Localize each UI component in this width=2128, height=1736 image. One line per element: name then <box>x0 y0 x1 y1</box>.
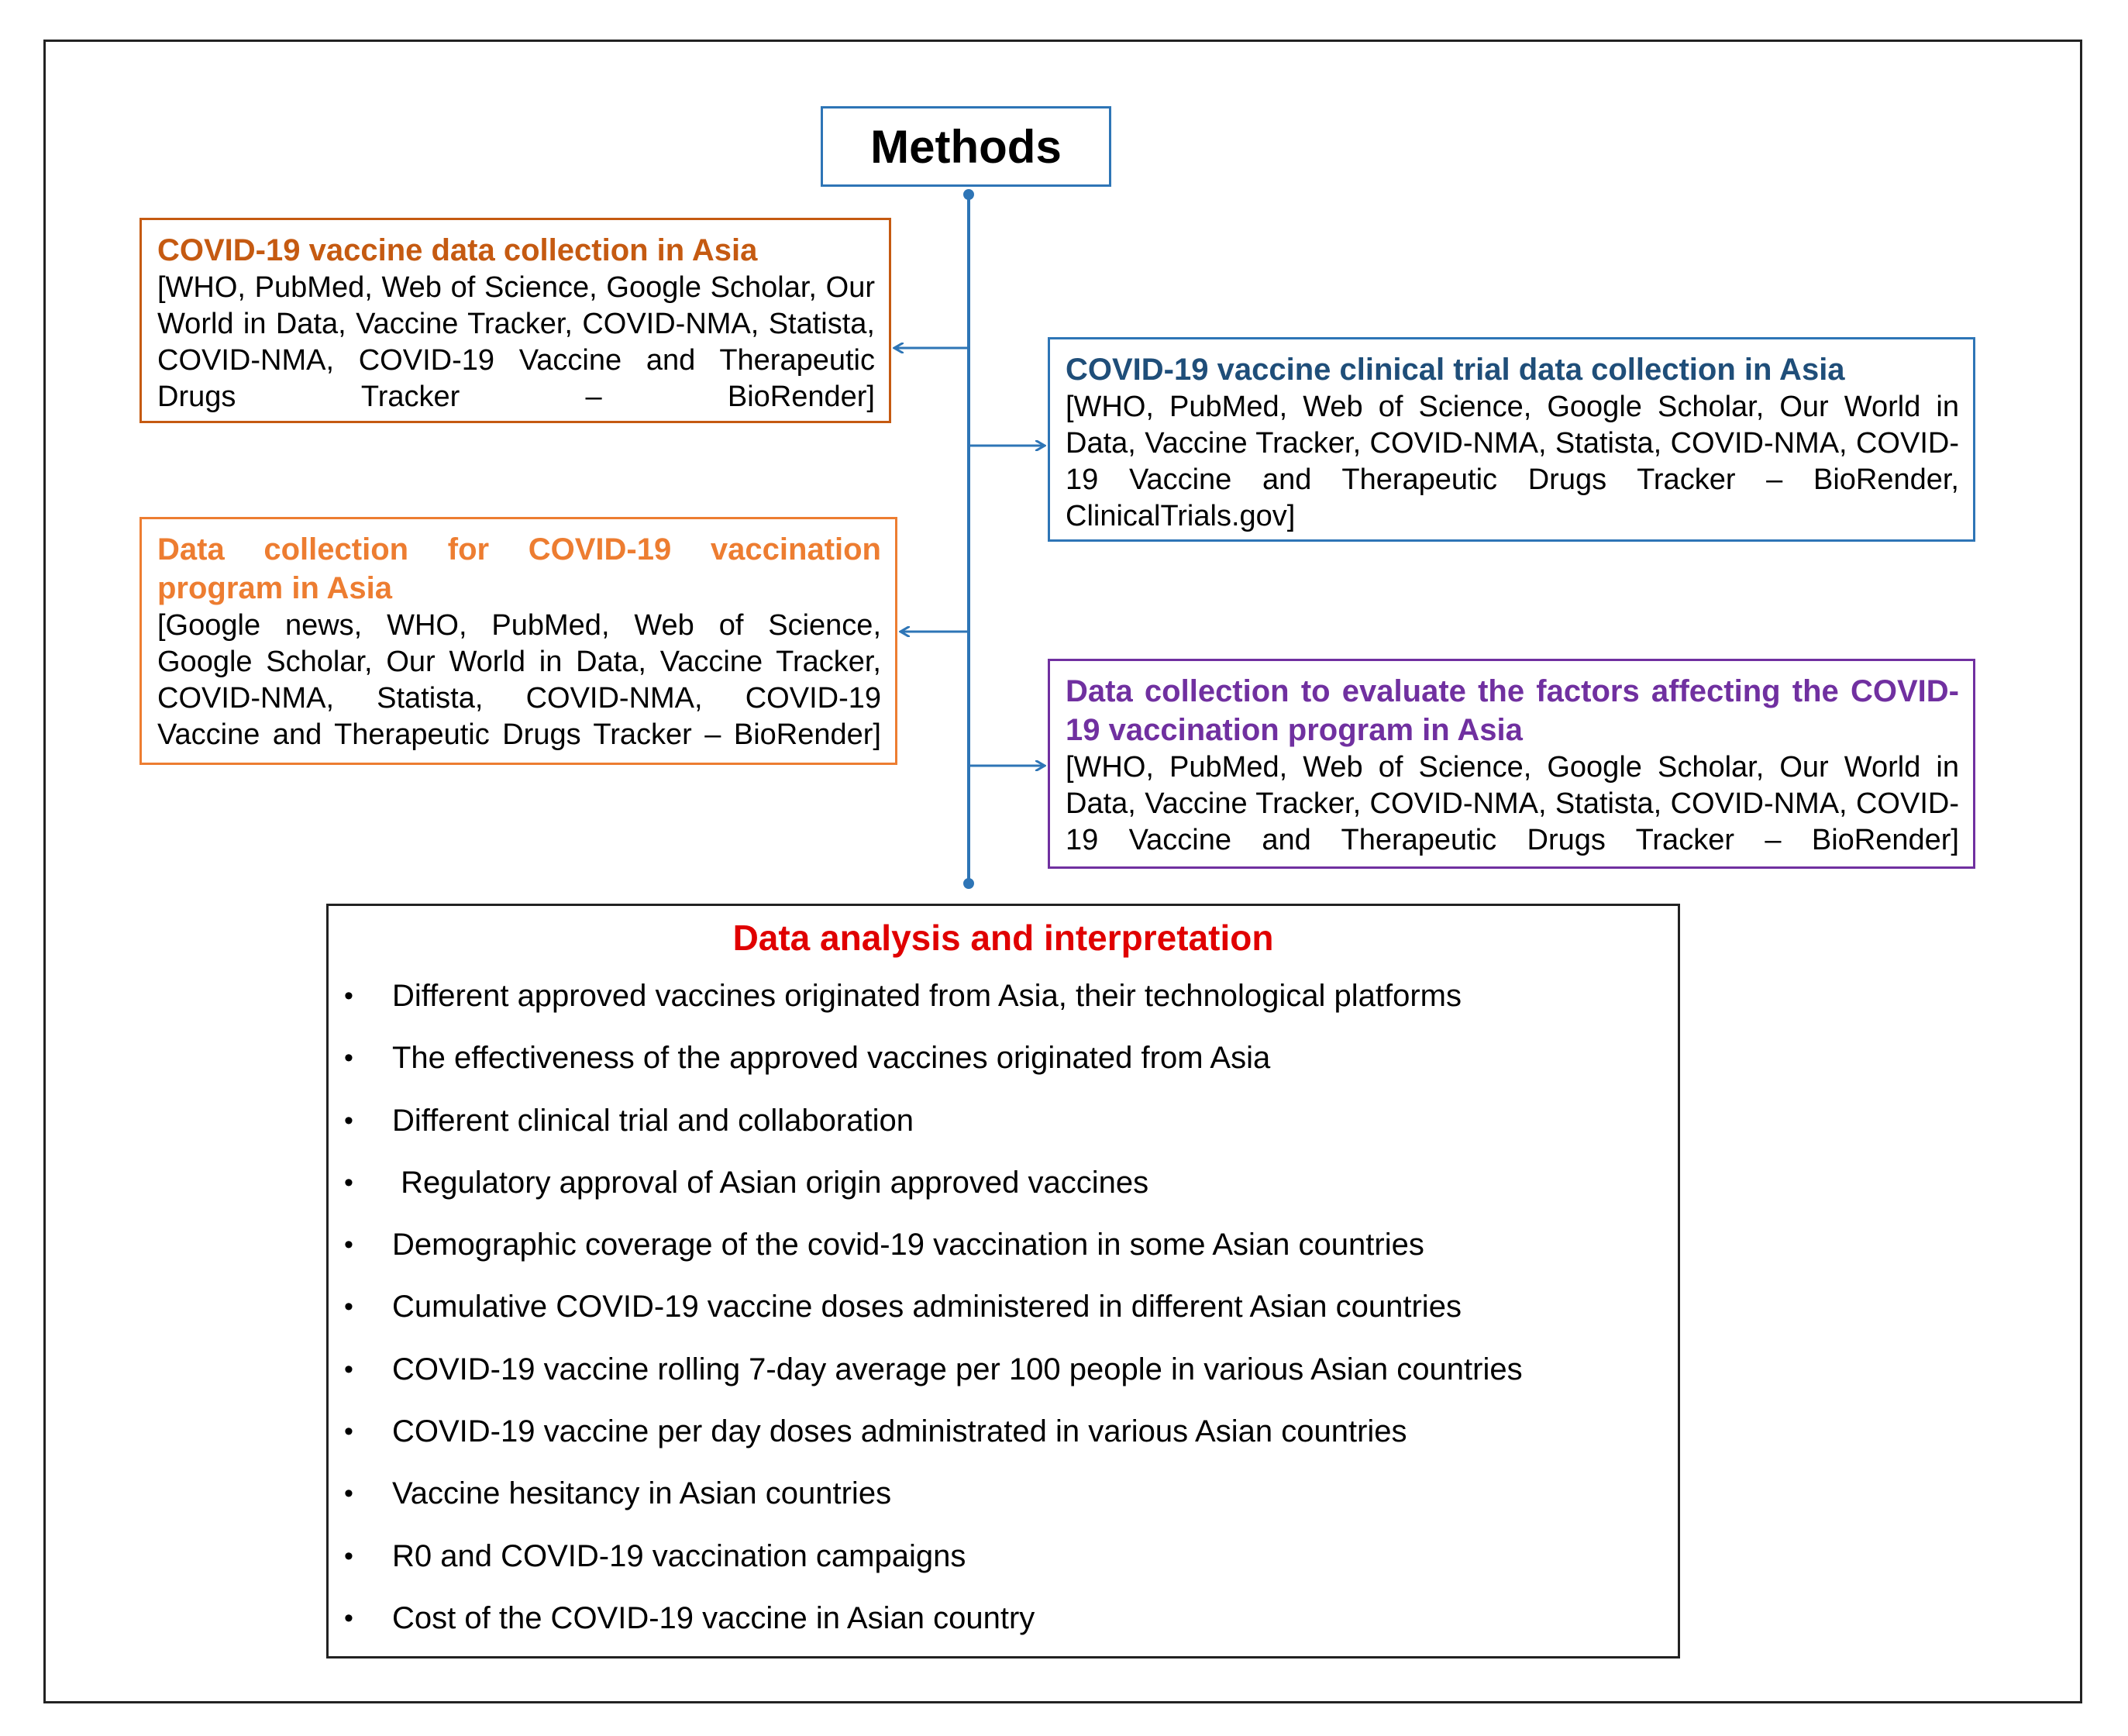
list-item-text: Demographic coverage of the covid-19 vaccination in some Asian countries <box>392 1228 1424 1262</box>
list-item <box>329 1598 1678 1660</box>
bullet-icon: • <box>344 1167 353 1197</box>
list-item <box>329 1100 1678 1162</box>
list-item <box>329 1473 1678 1535</box>
list-item-text: COVID-19 vaccine per day doses administrated in various Asian countries <box>392 1414 1407 1449</box>
factors-affecting-sources: [WHO, PubMed, Web of Science, Google Scholar, Our World in Data, Vaccine Tracker, COVID-NMA, Statista, COVID-NMA, COVID-19 Vaccine and Therapeutic Drugs Tracker – BioRender] <box>1066 751 1959 856</box>
data-analysis-heading: Data analysis and interpretation <box>732 918 1274 958</box>
trunk-end-dot <box>963 878 974 889</box>
vaccination-program-heading: Data collection for COVID-19 vaccination program in Asia <box>157 532 881 605</box>
list-item-text: Cumulative COVID-19 vaccine doses administered in different Asian countries <box>392 1290 1462 1324</box>
list-item-text: Different clinical trial and collaboration <box>392 1103 914 1138</box>
list-item <box>329 1286 1678 1348</box>
list-item <box>329 1224 1678 1286</box>
vaccine-data-collection-sources: [WHO, PubMed, Web of Science, Google Scholar, Our World in Data, Vaccine Tracker, COVID-NMA, Statista, COVID-NMA, COVID-19 Vaccine and Therapeutic Drugs Tracker – BioRender] <box>157 271 875 413</box>
analysis-list <box>329 976 1678 1660</box>
factors-affecting-heading: Data collection to evaluate the factors affecting the COVID-19 vaccination program in Asia <box>1066 674 1959 747</box>
list-item <box>329 1536 1678 1598</box>
list-item-text: Vaccine hesitancy in Asian countries <box>392 1476 892 1511</box>
list-item-text: Regulatory approval of Asian origin approved vaccines <box>392 1165 1149 1200</box>
vaccination-program-box <box>139 517 897 765</box>
list-item-text: The effectiveness of the approved vaccines originated from Asia <box>392 1041 1271 1076</box>
bullet-icon: • <box>344 1105 353 1135</box>
list-item <box>329 976 1678 1038</box>
list-item-text: COVID-19 vaccine rolling 7-day average per 100 people in various Asian countries <box>392 1352 1523 1386</box>
bullet-icon: • <box>344 1417 353 1447</box>
vaccine-data-collection-box <box>139 218 891 423</box>
bullet-icon: • <box>344 1479 353 1509</box>
bullet-icon: • <box>344 1292 353 1322</box>
list-item-text: R0 and COVID-19 vaccination campaigns <box>392 1538 966 1573</box>
methods-title: Methods <box>821 106 1111 187</box>
factors-affecting-box <box>1048 659 1975 869</box>
list-item <box>329 1349 1678 1411</box>
list-item <box>329 1411 1678 1473</box>
bullet-icon: • <box>344 1354 353 1384</box>
vaccination-program-sources: [Google news, WHO, PubMed, Web of Science, Google Scholar, Our World in Data, Vaccine Tracker, COVID-NMA, Statista, COVID-NMA, COVID-19 Vaccine and Therapeutic Drugs Tracker – BioRender] <box>157 609 881 751</box>
clinical-trial-data-box <box>1048 337 1975 542</box>
data-analysis-box <box>326 904 1680 1658</box>
bullet-icon: • <box>344 1043 353 1073</box>
clinical-trial-data-heading: COVID-19 vaccine clinical trial data collection in Asia <box>1066 353 1845 387</box>
clinical-trial-data-sources: [WHO, PubMed, Web of Science, Google Scholar, Our World in Data, Vaccine Tracker, COVID-NMA, Statista, COVID-NMA, COVID-19 Vaccine and Therapeutic Drugs Tracker – BioRender, ClinicalTrials.gov] <box>1066 391 1959 532</box>
list-item-text: Cost of the COVID-19 vaccine in Asian country <box>392 1600 1035 1635</box>
bullet-icon: • <box>344 981 353 1011</box>
bullet-icon: • <box>344 1603 353 1633</box>
vaccine-data-collection-heading: COVID-19 vaccine data collection in Asia <box>157 233 758 267</box>
list-item <box>329 1038 1678 1100</box>
list-item-text: Different approved vaccines originated from Asia, their technological platforms <box>392 979 1462 1013</box>
bullet-icon: • <box>344 1230 353 1260</box>
list-item <box>329 1162 1678 1224</box>
bullet-icon: • <box>344 1541 353 1571</box>
